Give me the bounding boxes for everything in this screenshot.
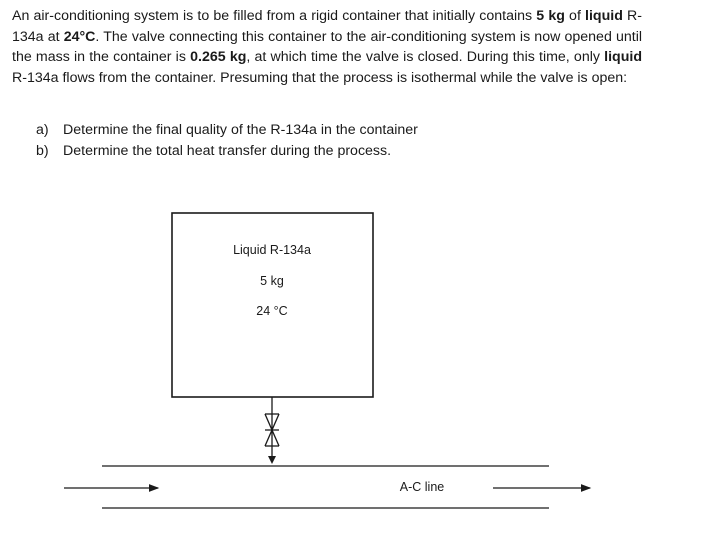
problem-text-part: R-134a flows from the container. Presuming that the process is isothermal while the valve is open: (12, 69, 628, 86)
task-text: Determine the total heat transfer during the process. (63, 143, 392, 159)
container-label: Liquid R-134a (233, 243, 311, 257)
problem-text-part: . The valve connecting this container to the air-conditioning system is now opened until the mass in the container is (12, 28, 643, 65)
problem-text-part: of (564, 8, 586, 24)
task-marker: b) (36, 143, 49, 159)
final-mass: 0.265 kg (190, 49, 247, 65)
initial-mass: 5 kg (536, 8, 565, 24)
liquid-emphasis: liquid (585, 8, 623, 24)
ac-line-label: A-C line (399, 480, 445, 494)
initial-temperature: 24°C (63, 28, 96, 45)
flow-arrow-icon (268, 456, 276, 464)
liquid-emphasis: liquid (604, 49, 642, 65)
task-text: Determine the final quality of the R-134a in the container (63, 122, 418, 138)
problem-text-part: R-134a at (12, 8, 643, 45)
task-marker: a) (36, 122, 49, 138)
container-temperature: 24 °C (256, 304, 288, 318)
problem-text-part: , at which time the valve is closed. During this time, only (246, 49, 605, 65)
container-mass: 5 kg (260, 274, 284, 288)
problem-text-part: An air-conditioning system is to be filled from a rigid container that initially contains (12, 8, 537, 24)
